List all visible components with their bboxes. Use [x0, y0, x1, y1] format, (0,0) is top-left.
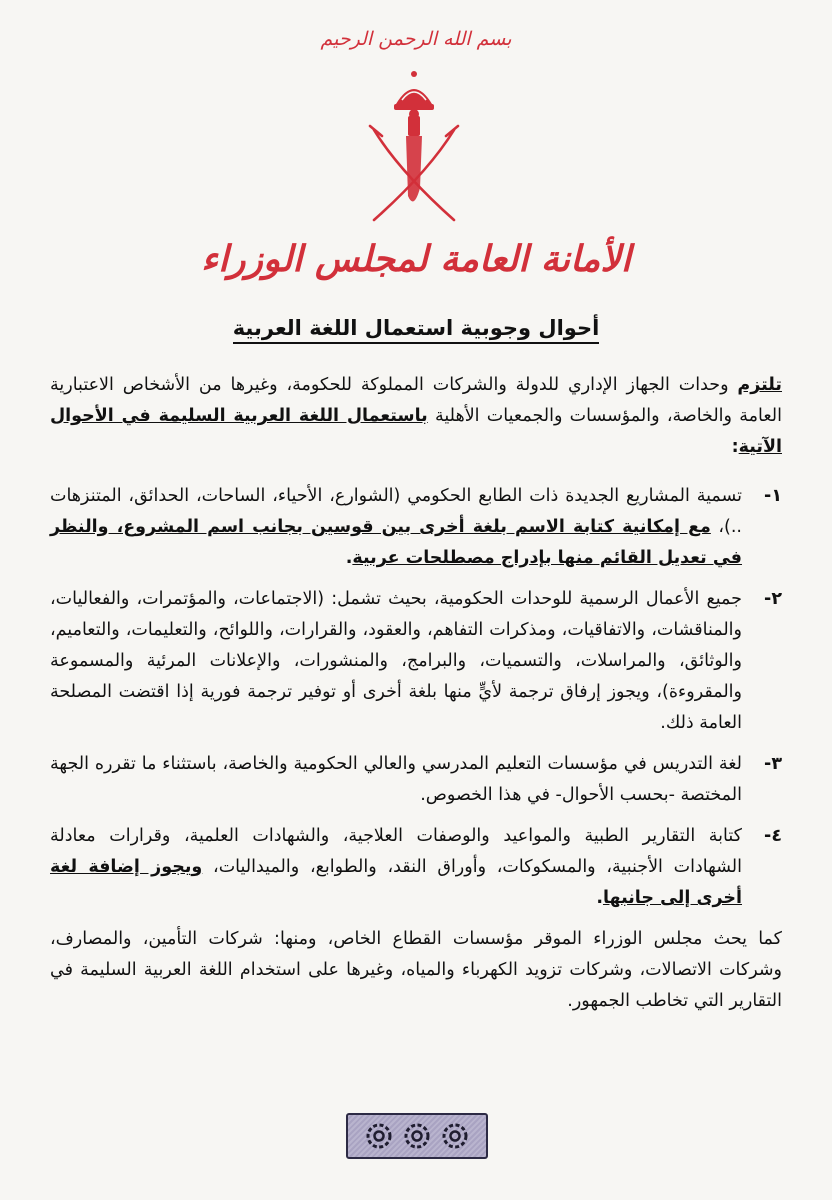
list-item-number: ٣- [764, 754, 782, 774]
document-body [50, 370, 782, 1035]
organization-name: الأمانة العامة لمجلس الوزراء [201, 238, 631, 280]
basmala-heading: بسم الله الرحمن الرحيم [320, 28, 512, 50]
list-item-text [50, 481, 742, 574]
list-item-plain: تسمية المشاريع الجديدة ذات الطابع الحكومي (الشوارع، الأحياء، الساحات، الحدائق، المتنزهات ..)، [50, 486, 742, 537]
intro-paragraph [50, 370, 782, 463]
list-item-tail: . [345, 548, 353, 568]
list-item-plain: لغة التدريس في مؤسسات التعليم المدرسي والعالي الحكومية والخاصة، باستثناء ما تقرره الجهة المختصة -بحسب الأحوال- في هذا الخصوص. [50, 754, 742, 805]
intro-lead: تلتزم [737, 375, 782, 395]
list-item-plain: كتابة التقارير الطبية والمواعيد والوصفات العلاجية، والشهادات العلمية، وقرارات معادلة الشهادات الأجنبية، والمسكوكات، وأوراق النقد، والطوابع، والميداليات، [50, 826, 743, 877]
list-item-2 [50, 584, 782, 739]
list-item-1 [50, 481, 782, 574]
list-item-text [50, 584, 742, 739]
footer-ornament-band [346, 1113, 488, 1159]
list-item-plain: جميع الأعمال الرسمية للوحدات الحكومية، بحيث تشمل: (الاجتماعات، والمؤتمرات، والفعاليات، والمناقشات، والاتفاقيات، ومذكرات التفاهم، والعقود، والقرارات، واللوائح، والتعليمات، والتعاميم، والوثائق، والمراسلات، والتسميات، والبرامج، والمنشورات، والإعلانات المرئية والمسموعة والمقروءة)، ويجوز إرفاق ترجمة لأيٍّ منها بلغة أخرى أو توفير ترجمة فورية إذا اقتضت المصلحة العامة ذلك. [50, 589, 742, 733]
intro-text: وحدات الجهاز الإداري للدولة والشركات المملوكة للحكومة، وغيرها من الأشخاص الاعتبارية العامة والخاصة، والمؤسسات والجمعيات الأهلية [50, 375, 782, 426]
rosette-icon [403, 1122, 431, 1150]
list-item-3 [50, 749, 782, 811]
list-item-number: ٢- [764, 589, 782, 609]
list-item-number: ١- [764, 486, 782, 506]
rosette-icon [441, 1122, 469, 1150]
conditions-list [50, 481, 782, 914]
list-item-emphasis: ويجوز إضافة لغة أخرى إلى جانبها [50, 857, 742, 908]
document-title-text: أحوال وجوبية استعمال اللغة العربية [233, 316, 600, 344]
list-item-number: ٤- [764, 826, 782, 846]
list-item-text [50, 821, 742, 914]
closing-paragraph: كما يحث مجلس الوزراء الموقر مؤسسات القطاع الخاص، ومنها: شركات التأمين، والمصارف، وشركات الاتصالات، وشركات تزويد الكهرباء والمياه، وغيرها على استخدام اللغة العربية السليمة في التقارير التي تخاطب الجمهور. [50, 929, 782, 1011]
rosette-icon [365, 1122, 393, 1150]
list-item-tail: . [596, 888, 603, 908]
national-emblem-icon [360, 68, 468, 228]
intro-emphasis: باستعمال اللغة العربية السليمة في الأحوال الآتية [50, 406, 782, 457]
intro-tail: : [731, 437, 739, 457]
list-item-emphasis: مع إمكانية كتابة الاسم بلغة أخرى بين قوسين بجانب اسم المشروع، والنظر في تعديل القائم منها بإدراج مصطلحات عربية [50, 517, 742, 568]
list-item-4 [50, 821, 782, 914]
list-item-text [50, 749, 742, 811]
document-title [0, 316, 832, 340]
